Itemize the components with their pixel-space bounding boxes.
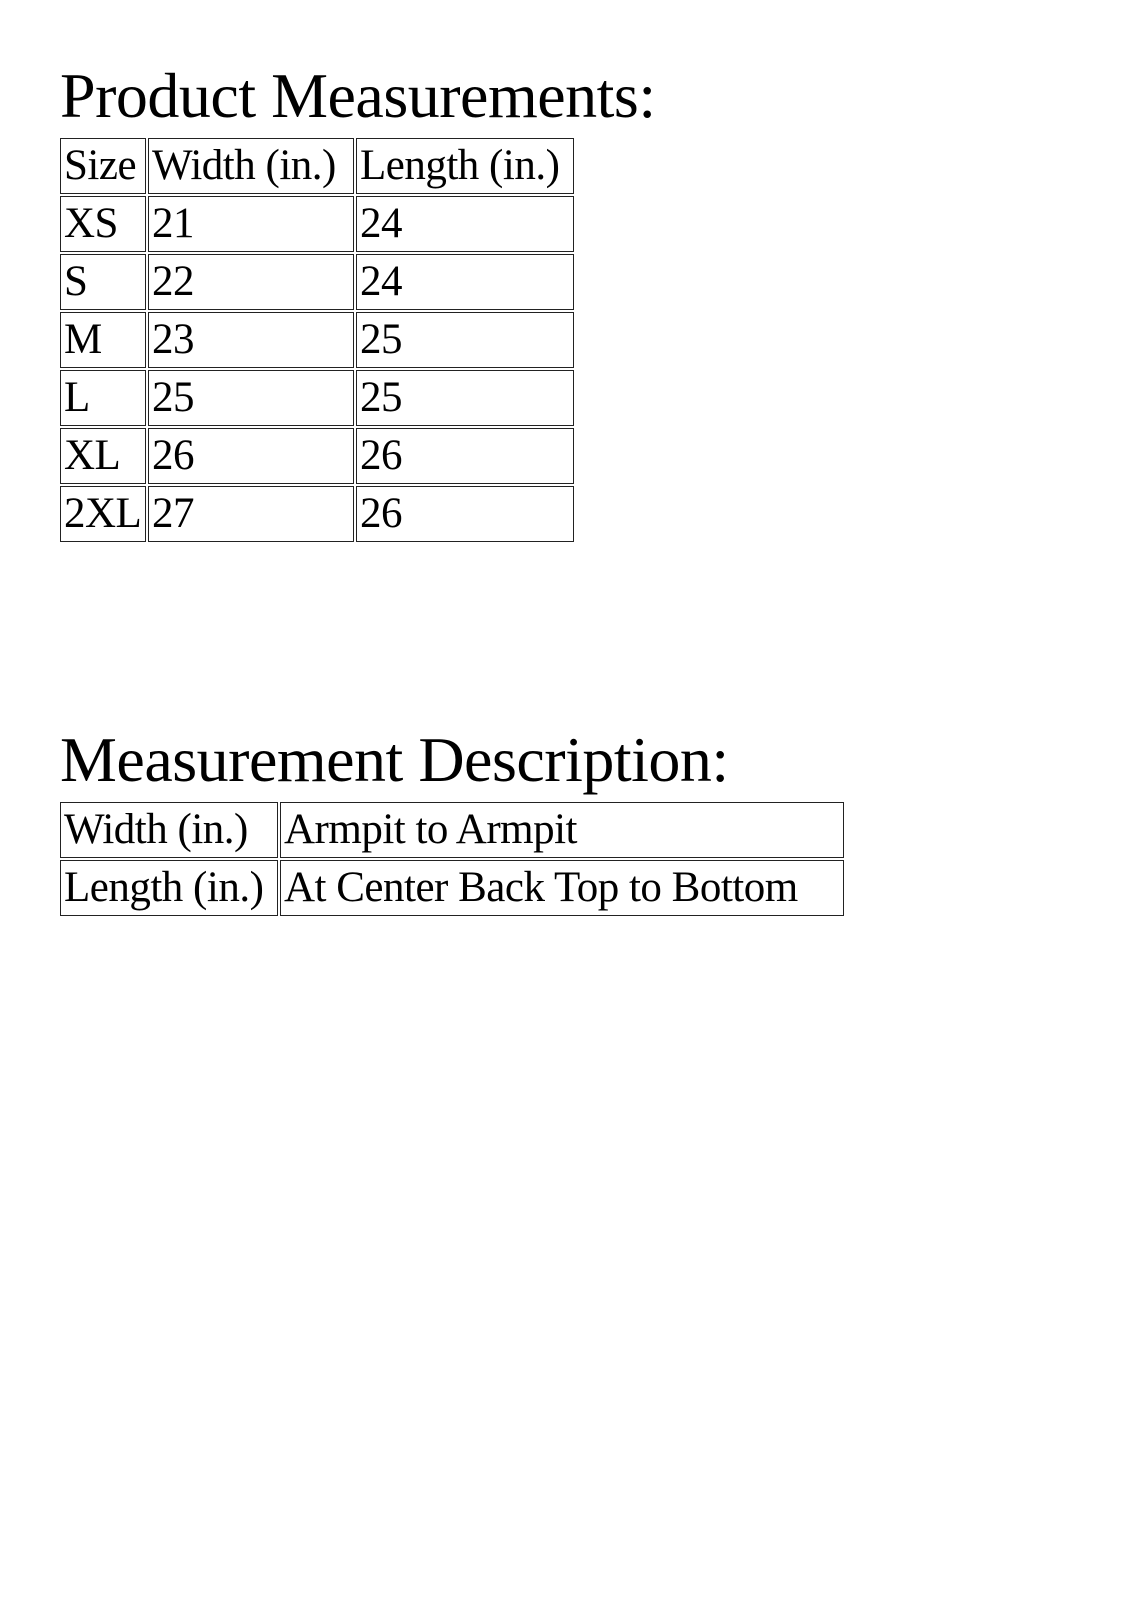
- table-row: [60, 370, 574, 426]
- table-row: [60, 254, 574, 310]
- header-length: Length (in.): [356, 138, 574, 194]
- size-cell: L: [60, 370, 146, 426]
- table-row: [60, 802, 844, 858]
- width-cell: 22: [148, 254, 354, 310]
- size-cell: M: [60, 312, 146, 368]
- width-cell: 27: [148, 486, 354, 542]
- measurement-name-cell: Width (in.): [60, 802, 278, 858]
- size-cell: S: [60, 254, 146, 310]
- header-width: Width (in.): [148, 138, 354, 194]
- size-cell: 2XL: [60, 486, 146, 542]
- table-row: [60, 428, 574, 484]
- size-cell: XL: [60, 428, 146, 484]
- width-cell: 26: [148, 428, 354, 484]
- measurement-description-table: [58, 800, 846, 918]
- table-row: [60, 196, 574, 252]
- length-cell: 25: [356, 312, 574, 368]
- width-cell: 21: [148, 196, 354, 252]
- length-cell: 26: [356, 428, 574, 484]
- size-chart-table: [58, 136, 576, 544]
- width-cell: 25: [148, 370, 354, 426]
- table-row: [60, 486, 574, 542]
- measurement-description-cell: Armpit to Armpit: [280, 802, 844, 858]
- length-cell: 24: [356, 254, 574, 310]
- table-row: [60, 860, 844, 916]
- measurement-description-cell: At Center Back Top to Bottom: [280, 860, 844, 916]
- length-cell: 24: [356, 196, 574, 252]
- product-measurements-title: Product Measurements:: [60, 60, 656, 131]
- measurement-description-title: Measurement Description:: [60, 724, 729, 795]
- table-row: [60, 312, 574, 368]
- length-cell: 25: [356, 370, 574, 426]
- table-header-row: [60, 138, 574, 194]
- measurement-name-cell: Length (in.): [60, 860, 278, 916]
- size-cell: XS: [60, 196, 146, 252]
- header-size: Size: [60, 138, 146, 194]
- width-cell: 23: [148, 312, 354, 368]
- length-cell: 26: [356, 486, 574, 542]
